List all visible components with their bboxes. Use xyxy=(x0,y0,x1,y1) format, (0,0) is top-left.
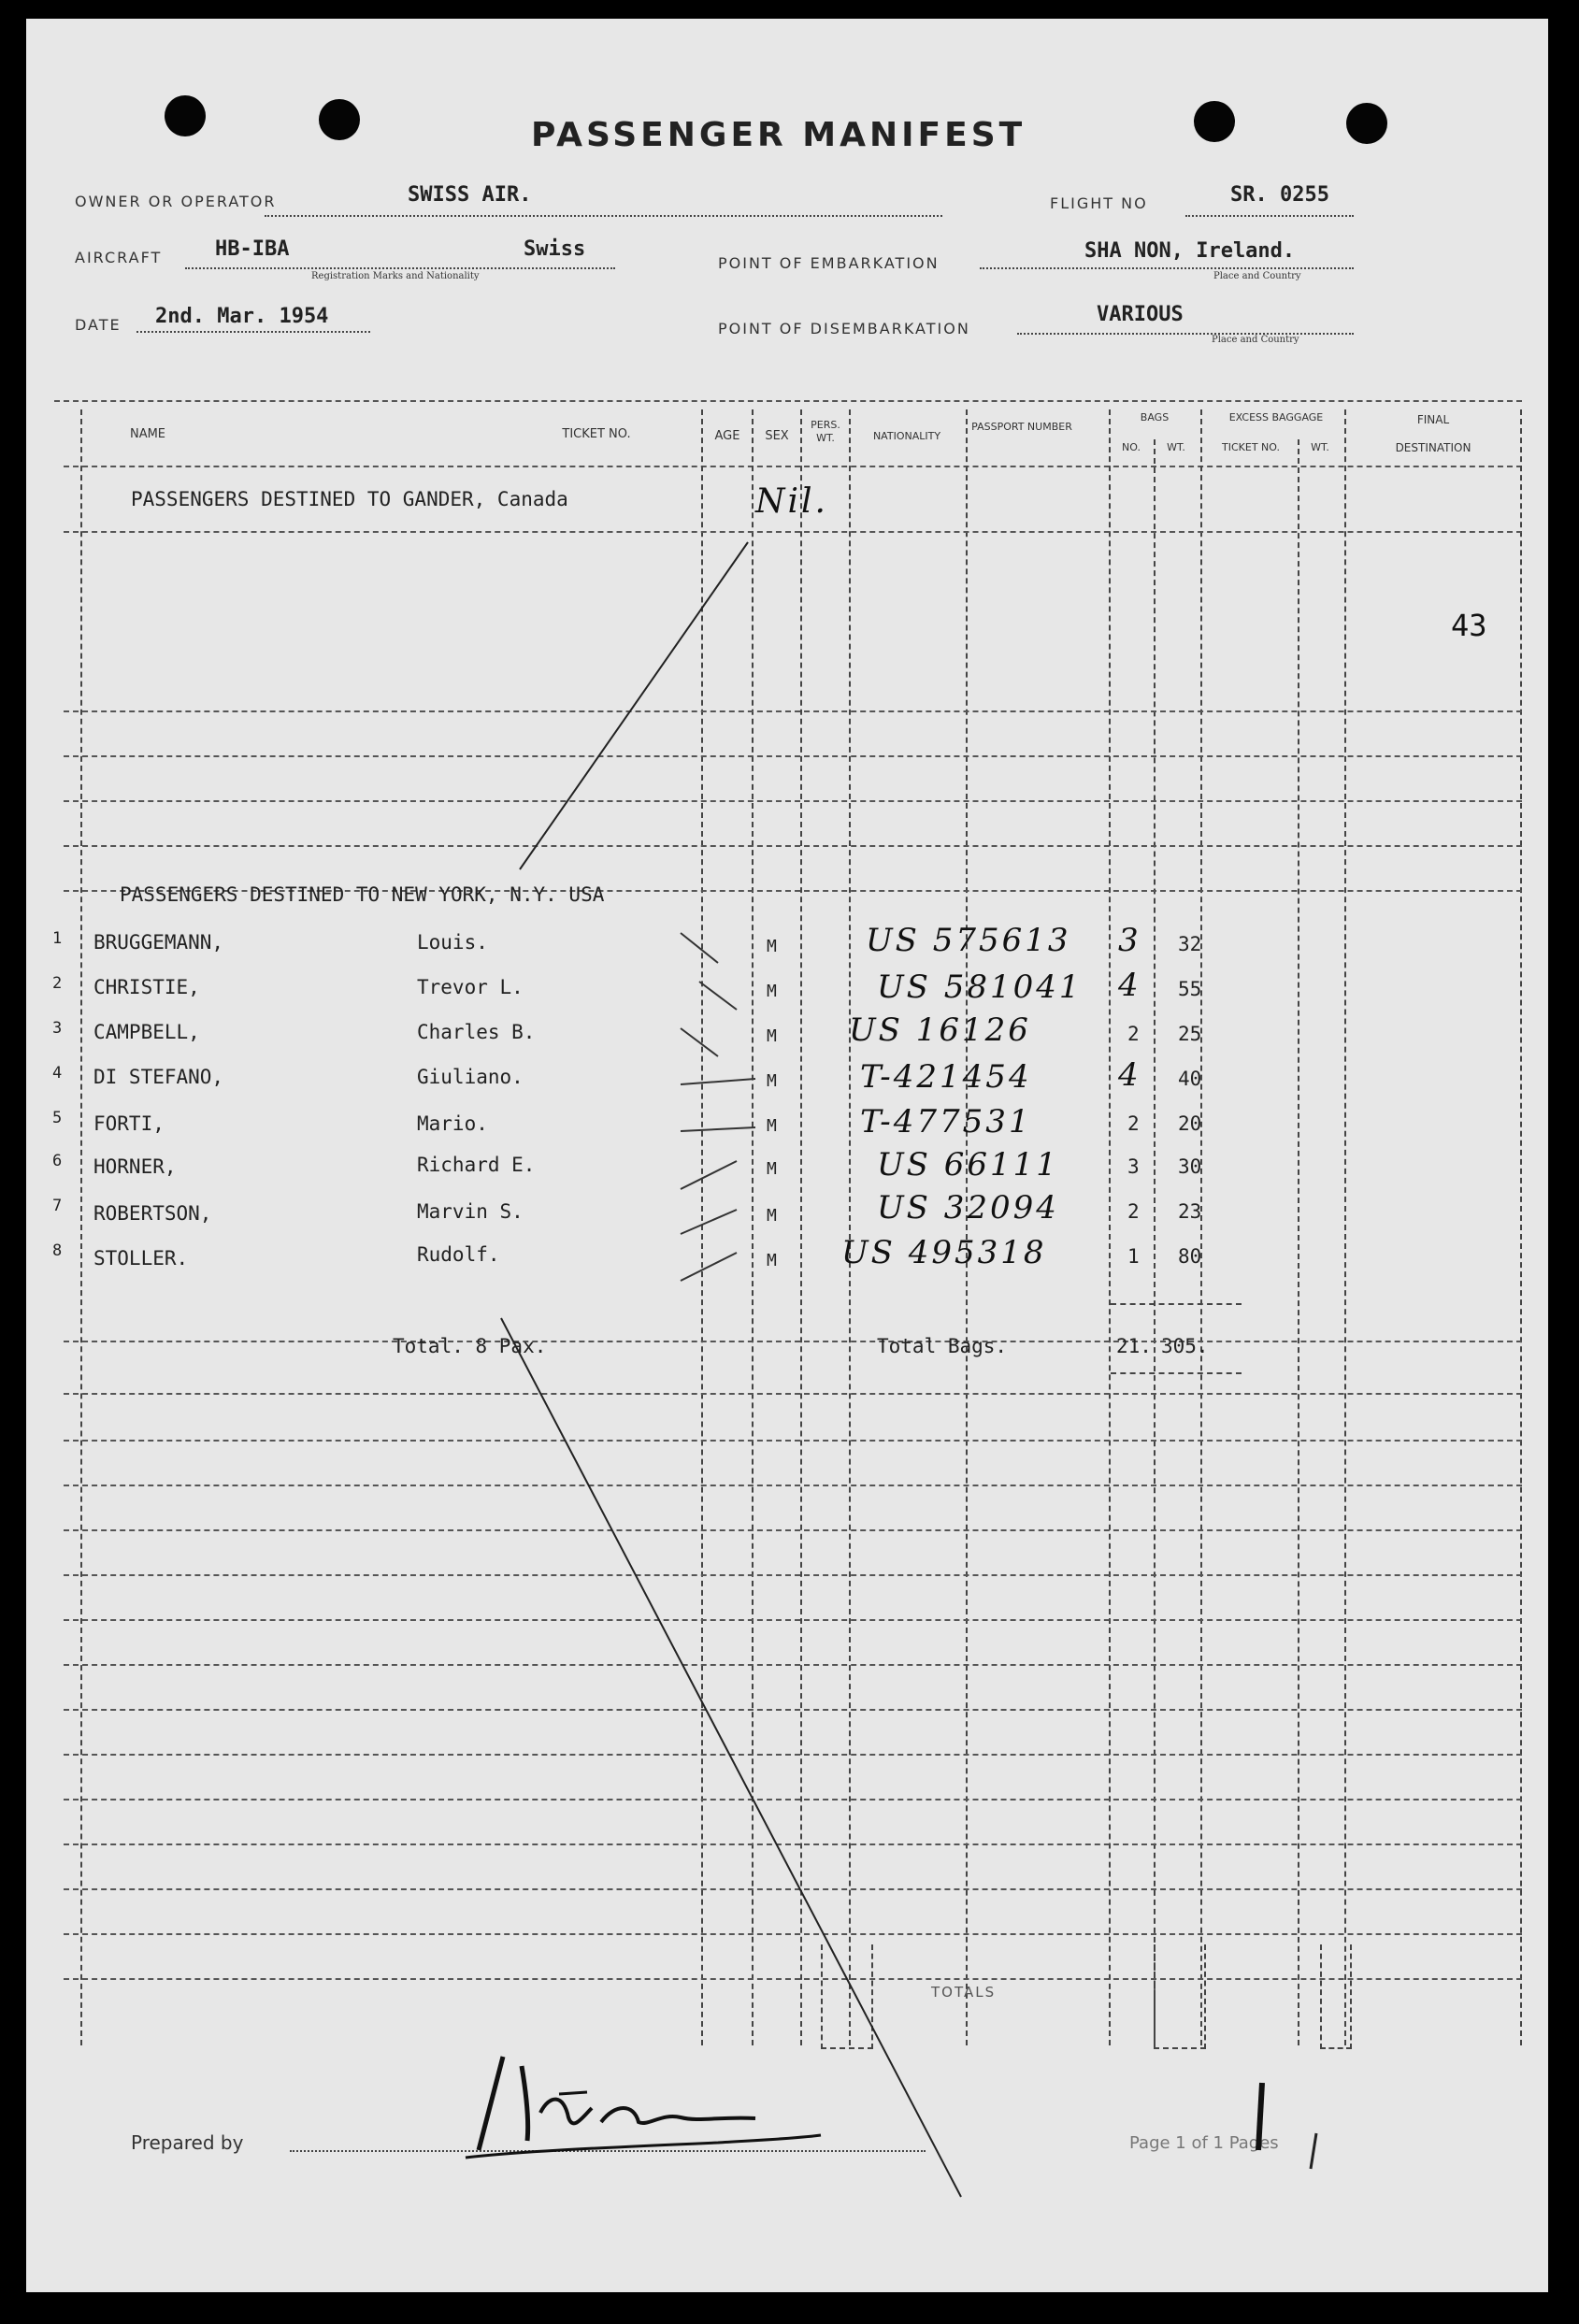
passenger-passport: US 581041 xyxy=(877,968,1083,1006)
disembarkation-value: VARIOUS xyxy=(1097,303,1184,326)
col-age: AGE xyxy=(714,429,740,443)
passenger-bag-weight: 30 xyxy=(1178,1155,1202,1178)
total-bags-count: 21. xyxy=(1116,1335,1152,1357)
passenger-passport: US 575613 xyxy=(866,922,1071,959)
page-number: 43 xyxy=(1451,608,1487,643)
passenger-first-name: Giuliano. xyxy=(417,1066,524,1088)
passenger-passport: US 66111 xyxy=(877,1146,1059,1184)
col-sex: SEX xyxy=(765,429,789,443)
col-pers-wt: PERS. WT. xyxy=(811,419,840,444)
col-final: FINAL xyxy=(1416,413,1450,426)
embarkation-value: SHA NON, Ireland. xyxy=(1084,239,1296,263)
section-gander: PASSENGERS DESTINED TO GANDER, Canada xyxy=(131,488,568,510)
row-number: 7 xyxy=(52,1197,63,1215)
passenger-first-name: Richard E. xyxy=(417,1154,536,1176)
col-bags-no: NO. xyxy=(1122,441,1141,453)
nationality-value: Swiss xyxy=(524,237,586,261)
owner-value: SWISS AIR. xyxy=(408,183,532,207)
passenger-bag-weight: 55 xyxy=(1178,978,1202,1000)
passenger-surname: CAMPBELL, xyxy=(93,1021,200,1043)
passenger-bags: 3 xyxy=(1127,1155,1140,1178)
tick-marks xyxy=(26,19,1548,2292)
col-excess-ticket: TICKET NO. xyxy=(1222,441,1280,453)
section-newyork: PASSENGERS DESTINED TO NEW YORK, N.Y. USA xyxy=(120,883,605,906)
passenger-surname: BRUGGEMANN, xyxy=(93,931,224,954)
row-number: 4 xyxy=(52,1064,63,1083)
passenger-bag-weight: 80 xyxy=(1178,1245,1202,1268)
passenger-surname: FORTI, xyxy=(93,1112,165,1135)
passenger-bag-weight: 40 xyxy=(1178,1068,1202,1090)
passenger-sex: M xyxy=(767,1071,777,1091)
passenger-sex: M xyxy=(767,937,777,956)
date-value: 2nd. Mar. 1954 xyxy=(155,305,329,328)
passenger-bags: 2 xyxy=(1127,1112,1140,1135)
disembarkation-note: Place and Country xyxy=(1212,335,1299,345)
passenger-passport: US 32094 xyxy=(877,1189,1059,1227)
gander-nil-mark: Nil. xyxy=(755,482,828,521)
total-bags-label: Total Bags. xyxy=(877,1335,1008,1357)
total-bags-weight: 305. xyxy=(1161,1335,1209,1357)
aircraft-label: AIRCRAFT xyxy=(75,249,163,266)
passenger-sex: M xyxy=(767,1206,777,1226)
passenger-first-name: Trevor L. xyxy=(417,976,524,998)
owner-label: OWNER OR OPERATOR xyxy=(75,193,277,210)
disembarkation-label: POINT OF DISEMBARKATION xyxy=(718,320,970,337)
col-ticket: TICKET NO. xyxy=(562,427,631,441)
col-destination: DESTINATION xyxy=(1395,441,1471,454)
total-pax: Total. 8 Pax. xyxy=(393,1335,547,1357)
passenger-surname: DI STEFANO, xyxy=(93,1066,224,1088)
col-bags: BAGS xyxy=(1140,411,1170,423)
passenger-bags: 4 xyxy=(1118,1056,1141,1094)
passenger-bags: 4 xyxy=(1118,967,1141,1004)
passenger-surname: ROBERTSON, xyxy=(93,1202,212,1225)
passenger-surname: STOLLER. xyxy=(93,1247,189,1270)
col-bags-wt: WT. xyxy=(1167,441,1185,453)
passenger-sex: M xyxy=(767,1026,777,1046)
passenger-sex: M xyxy=(767,1159,777,1179)
col-excess-wt: WT. xyxy=(1311,441,1329,453)
passenger-bags: 3 xyxy=(1118,922,1141,959)
passenger-bag-weight: 25 xyxy=(1178,1023,1202,1045)
col-passport: PASSPORT NUMBER xyxy=(971,421,1072,433)
passenger-sex: M xyxy=(767,982,777,1001)
passenger-sex: M xyxy=(767,1116,777,1136)
date-label: DATE xyxy=(75,316,122,334)
passenger-passport: T-477531 xyxy=(860,1103,1032,1140)
passenger-passport: T-421454 xyxy=(860,1058,1032,1096)
passenger-first-name: Marvin S. xyxy=(417,1200,524,1223)
flight-value: SR. 0255 xyxy=(1230,183,1329,207)
passenger-first-name: Charles B. xyxy=(417,1021,536,1043)
embarkation-note: Place and Country xyxy=(1213,271,1301,281)
passenger-first-name: Louis. xyxy=(417,931,488,954)
passenger-bag-weight: 20 xyxy=(1178,1112,1202,1135)
row-number: 1 xyxy=(52,929,63,948)
embarkation-label: POINT OF EMBARKATION xyxy=(718,254,940,272)
row-number: 8 xyxy=(52,1241,63,1260)
passenger-passport: US 495318 xyxy=(841,1234,1047,1271)
passenger-surname: HORNER, xyxy=(93,1155,177,1178)
passenger-surname: CHRISTIE, xyxy=(93,976,200,998)
manifest-page xyxy=(26,19,1548,2292)
registration-note: Registration Marks and Nationality xyxy=(311,271,480,281)
totals-label: TOTALS xyxy=(931,1984,997,2001)
passenger-passport: US 16126 xyxy=(849,1011,1031,1049)
passenger-bag-weight: 32 xyxy=(1178,933,1202,955)
page-of-label: Page 1 of 1 Pages xyxy=(1129,2133,1279,2153)
row-number: 6 xyxy=(52,1152,63,1170)
passenger-sex: M xyxy=(767,1251,777,1270)
col-nationality: NATIONALITY xyxy=(872,430,941,442)
passenger-first-name: Mario. xyxy=(417,1112,488,1135)
passenger-bags: 1 xyxy=(1127,1245,1140,1268)
row-number: 5 xyxy=(52,1109,63,1127)
passenger-bag-weight: 23 xyxy=(1178,1200,1202,1223)
col-name: NAME xyxy=(129,427,166,441)
page-title: PASSENGER MANIFEST xyxy=(531,116,1026,154)
prepared-by-label: Prepared by xyxy=(131,2131,244,2154)
passenger-bags: 2 xyxy=(1127,1200,1140,1223)
passenger-first-name: Rudolf. xyxy=(417,1243,500,1266)
row-number: 3 xyxy=(52,1019,63,1038)
passenger-bags: 2 xyxy=(1127,1023,1140,1045)
aircraft-value: HB-IBA xyxy=(215,237,290,261)
col-excess: EXCESS BAGGAGE xyxy=(1228,411,1324,423)
flight-label: FLIGHT NO xyxy=(1050,194,1148,212)
row-number: 2 xyxy=(52,974,63,993)
